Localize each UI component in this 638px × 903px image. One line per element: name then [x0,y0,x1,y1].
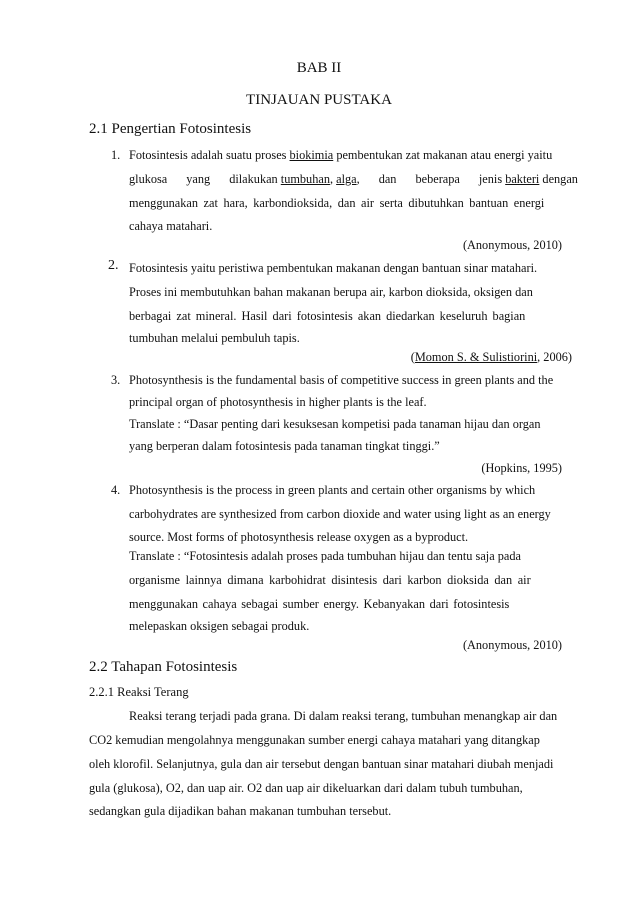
subsection-heading-2-2-1: 2.2.1 Reaksi Terang [89,685,189,699]
item-1-line-1: Fotosintesis adalah suatu proses biokimia pembentukan zat makanan atau energi yaitu [129,148,553,162]
link-alga[interactable]: alga [336,172,357,186]
citation-3: (Hopkins, 1995) [481,461,562,475]
item-3-line-4: yang berperan dalam fotosintesis pada tanaman tingkat tinggi.” [129,439,440,453]
list-number: 4. [111,483,121,497]
list-number: 1. [111,148,121,162]
list-number: 2. [108,258,119,273]
link-biokimia[interactable]: biokimia [289,148,334,162]
item-1-line-4: cahaya matahari. [129,219,213,233]
item-3-line-1: Photosynthesis is the fundamental basis of competitive success in green plants and the [129,373,554,387]
item-1-line-2: glukosa yang dilakukan tumbuhan, alga, dan beberapa jenis bakteri dengan [129,172,578,186]
item-2-line-3: berbagai zat mineral. Hasil dari fotosintesis akan diedarkan keseluruh bagian [129,309,526,323]
item-3-line-3: Translate : “Dasar penting dari kesuksesan kompetisi pada tanaman hijau dan organ [129,417,541,431]
item-1-line-3: menggunakan zat hara, karbondioksida, dan air serta dibutuhkan bantuan energi [129,196,545,210]
chapter-title: TINJAUAN PUSTAKA [246,92,392,108]
citation-4: (Anonymous, 2010) [462,638,562,652]
citation-2: (Momon S. & Sulistiorini, 2006) [410,350,572,364]
paragraph-line-4: gula (glukosa), O2, dan uap air. O2 dan uap air dikeluarkan dari dalam tubuh tumbuhan, [89,781,523,795]
list-number: 3. [111,373,121,387]
item-3-line-2: principal organ of photosynthesis in higher plants is the leaf. [129,395,427,409]
chapter-label: BAB II [296,60,342,76]
paragraph-line-2: CO2 kemudian mengolahnya menggunakan sumber energi cahaya matahari yang ditangkap [89,733,540,747]
link-momon-sulistiorini[interactable]: Momon S. & Sulistiorini [414,350,538,364]
section-heading-2-2: 2.2 Tahapan Fotosintesis [89,659,238,675]
item-4-line-7: melepaskan oksigen sebagai produk. [129,619,310,633]
item-4-line-2: carbohydrates are synthesized from carbon dioxide and water using light as an energy [129,507,551,521]
link-bakteri[interactable]: bakteri [505,172,540,186]
paragraph-line-3: oleh klorofil. Selanjutnya, gula dan air tersebut dengan bantuan sinar matahari diubah menjadi [89,757,554,771]
item-4-line-5: organisme lainnya dimana karbohidrat disintesis dari karbon dioksida dan air [129,573,531,587]
item-4-line-4: Translate : “Fotosintesis adalah proses pada tumbuhan hijau dan tentu saja pada [129,549,521,563]
paragraph-line-5: sedangkan gula dijadikan bahan makanan tumbuhan tersebut. [89,804,392,818]
item-2-line-1: Fotosintesis yaitu peristiwa pembentukan makanan dengan bantuan sinar matahari. [129,261,538,275]
citation-1: (Anonymous, 2010) [462,238,562,252]
section-heading-2-1: 2.1 Pengertian Fotosintesis [89,121,252,137]
item-4-line-3: source. Most forms of photosynthesis release oxygen as a byproduct. [129,530,469,544]
item-2-line-2: Proses ini membutuhkan bahan makanan berupa air, karbon dioksida, oksigen dan [129,285,533,299]
paragraph-line-1: Reaksi terang terjadi pada grana. Di dalam reaksi terang, tumbuhan menangkap air dan [129,709,558,723]
item-4-line-6: menggunakan cahaya sebagai sumber energy. Kebanyakan dari fotosintesis [129,597,510,611]
item-4-line-1: Photosynthesis is the process in green plants and certain other organisms by which [129,483,536,497]
link-tumbuhan[interactable]: tumbuhan [280,172,330,186]
item-2-line-4: tumbuhan melalui pembuluh tapis. [129,331,300,345]
